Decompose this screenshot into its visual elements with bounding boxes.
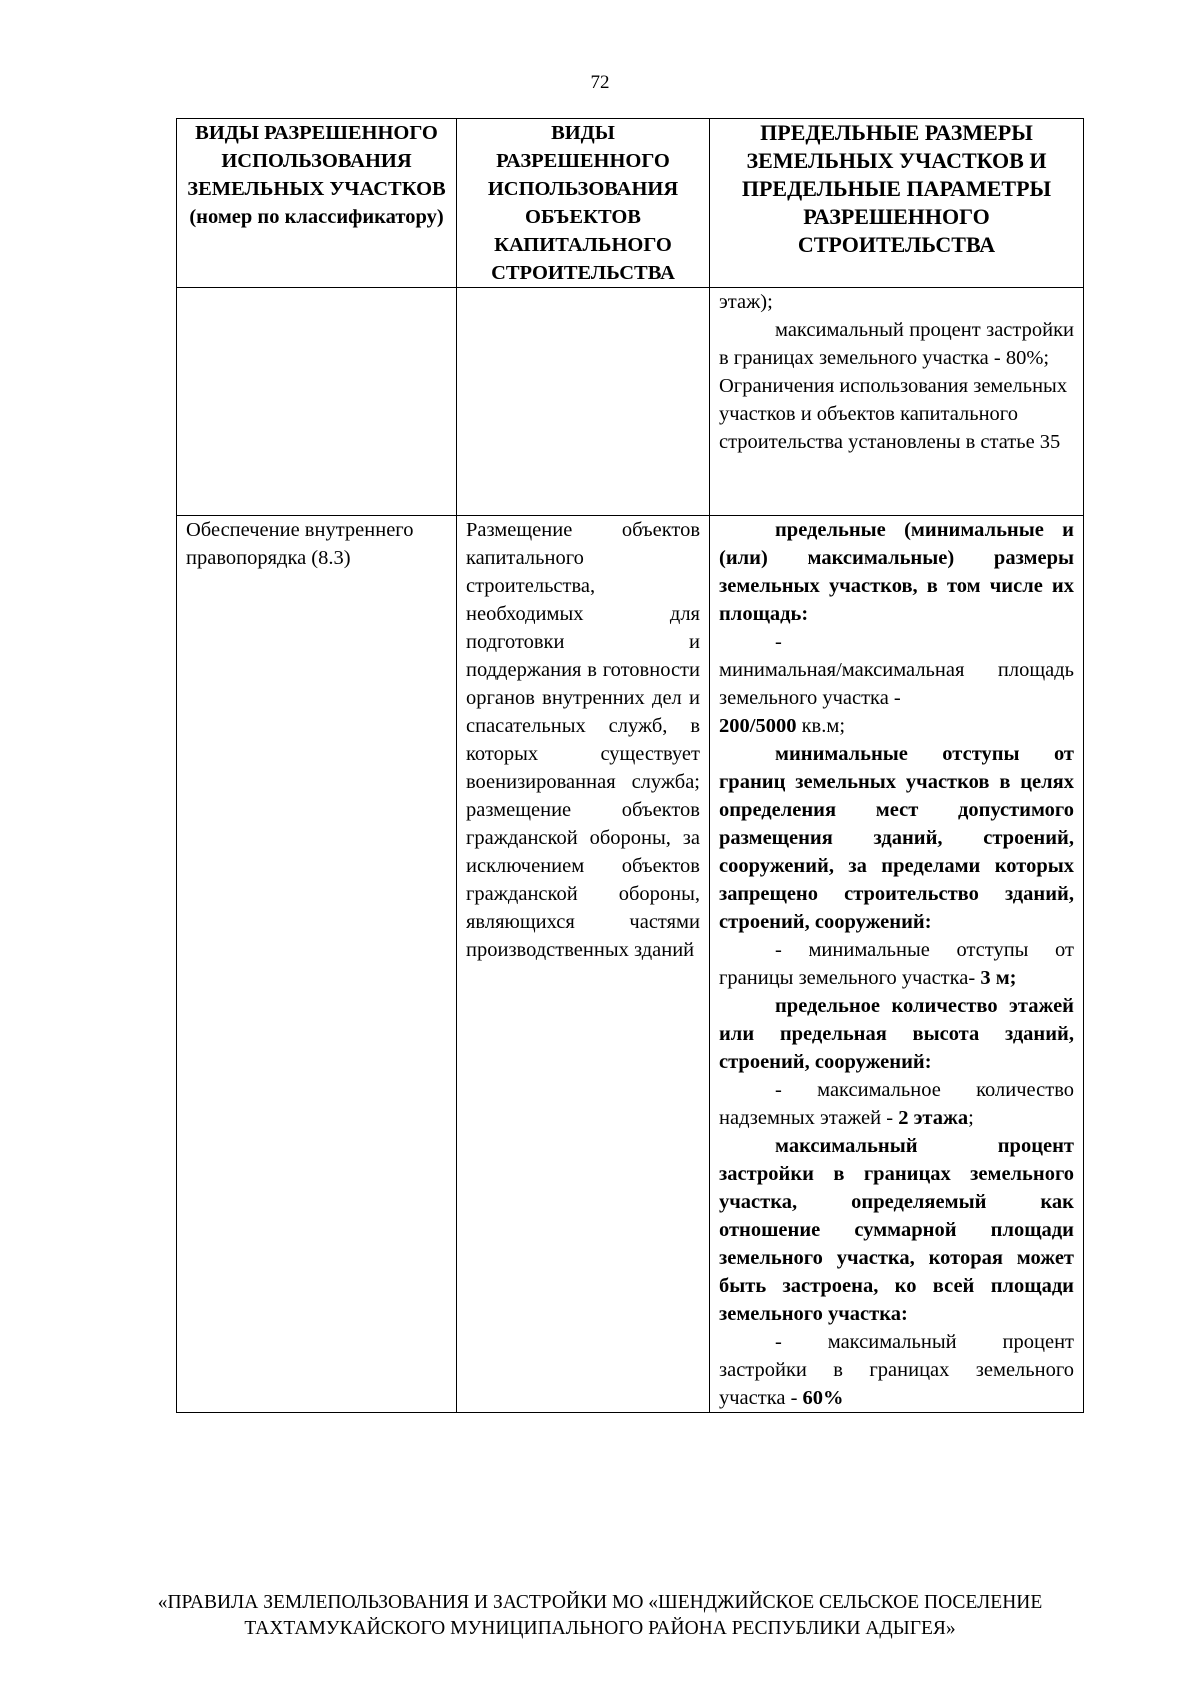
- param-setback-value: 3 м;: [980, 967, 1017, 989]
- row1-line3: Ограничения использования земельных участков и объектов капитального строительства установлены в статье 35: [719, 375, 1068, 453]
- row2-parameters: [710, 516, 1084, 1413]
- document-footer: [0, 1590, 1200, 1642]
- param-dash: -: [775, 631, 782, 653]
- row1-line1: этаж);: [719, 291, 773, 313]
- header-col2: ВИДЫ РАЗРЕШЕННОГО ИСПОЛЬЗОВАНИЯ ОБЪЕКТОВ КАПИТАЛЬНОГО СТРОИТЕЛЬСТВА: [457, 119, 710, 288]
- row1-line2: максимальный процент застройки в границах земельного участка - 80%;: [719, 319, 1074, 369]
- table-header-row: [177, 119, 1084, 288]
- row1-col1: [177, 288, 457, 516]
- row2-land-use-type: Обеспечение внутреннего правопорядка (8.3): [177, 516, 457, 1413]
- header-col1: [177, 119, 457, 288]
- table-row: [177, 288, 1084, 516]
- footer-line1: «ПРАВИЛА ЗЕМЛЕПОЛЬЗОВАНИЯ И ЗАСТРОЙКИ МО «ШЕНДЖИЙСКОЕ СЕЛЬСКОЕ ПОСЕЛЕНИЕ: [157, 1592, 1043, 1613]
- param-coverage-value: 60%: [802, 1387, 844, 1409]
- param-setback: - минимальные отступы от границы земельного участка- 3 м;: [719, 939, 1074, 989]
- param-setback-heading: минимальные отступы от границ земельных участков в целях определения мест допустимого размещения зданий, строений, сооружений, за пределами которых запрещено строительство зданий, строений, сооружений:: [719, 743, 1074, 933]
- row2-capital-construction-type: Размещение объектов капитального строительства, необходимых для подготовки и поддержания в готовности органов внутренних дел и спасательных служб, в которых существует военизированная служба; размещение объектов гражданской обороны, за исключением объектов гражданской обороны, являющихся частями производственных зданий: [457, 516, 710, 1413]
- param-plot-area: минимальная/максимальная площадь земельного участка - 200/5000 кв.м;: [719, 659, 1074, 737]
- row1-col3: [710, 288, 1084, 516]
- param-floors: - максимальное количество надземных этажей - 2 этажа;: [719, 1079, 1074, 1129]
- param-floors-value: 2 этажа: [898, 1107, 969, 1129]
- footer-line2: ТАХТАМУКАЙСКОГО МУНИЦИПАЛЬНОГО РАЙОНА РЕСПУБЛИКИ АДЫГЕЯ»: [244, 1618, 956, 1639]
- param-coverage-heading: максимальный процент застройки в границах земельного участка, определяемый как отношение суммарной площади земельного участка, которая может быть застроена, ко всей площади земельного участка:: [719, 1135, 1074, 1325]
- param-coverage: - максимальный процент застройки в границах земельного участка - 60%: [719, 1331, 1074, 1409]
- row1-col2: [457, 288, 710, 516]
- header-col1-subtitle: (номер по классификатору): [189, 206, 444, 228]
- param-plot-area-value: 200/5000: [719, 715, 797, 737]
- header-col3: ПРЕДЕЛЬНЫЕ РАЗМЕРЫ ЗЕМЕЛЬНЫХ УЧАСТКОВ И ПРЕДЕЛЬНЫЕ ПАРАМЕТРЫ РАЗРЕШЕННОГО СТРОИТЕЛЬСТВА: [710, 119, 1084, 288]
- param-plot-size-heading: предельные (минимальные и (или) максимальные) размеры земельных участков, в том числе их площадь:: [719, 519, 1074, 625]
- page-number: 72: [590, 72, 610, 93]
- header-col1-title: ВИДЫ РАЗРЕШЕННОГО ИСПОЛЬЗОВАНИЯ ЗЕМЕЛЬНЫХ УЧАСТКОВ: [187, 122, 446, 200]
- zoning-table: [176, 118, 1084, 1413]
- table-row: [177, 516, 1084, 1413]
- param-floors-heading: предельное количество этажей или предельная высота зданий, строений, сооружений:: [719, 995, 1074, 1073]
